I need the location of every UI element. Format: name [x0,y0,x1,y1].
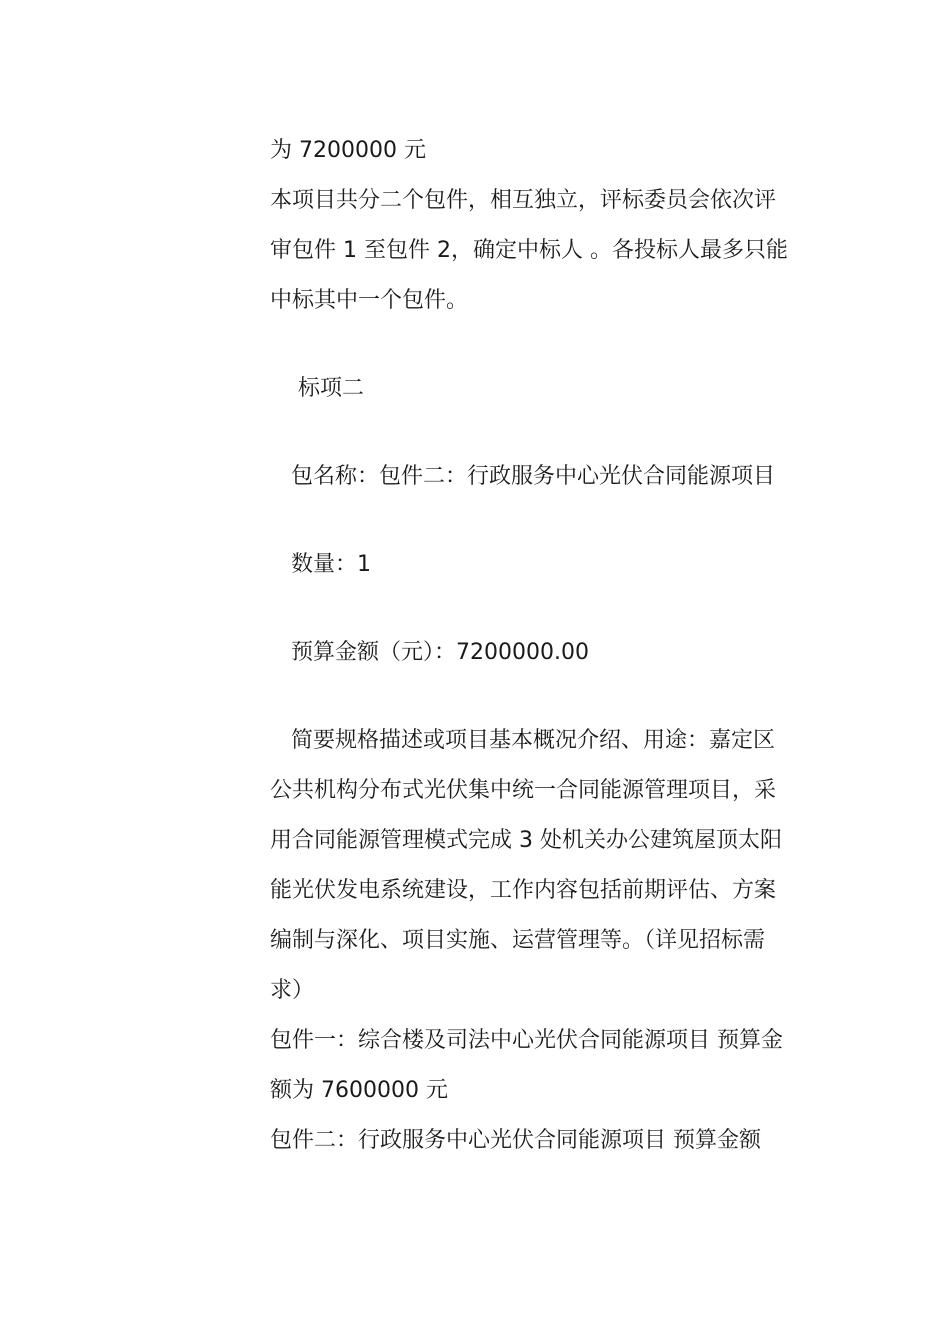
package-name-paragraph: 包名称：包件二：行政服务中心光伏合同能源项目 [291,464,776,489]
document-page [270,126,790,1166]
spacer [270,502,790,540]
spacer [270,414,790,452]
quantity-paragraph: 数量：1 [291,552,371,577]
package-two-budget-paragraph: 包件二：行政服务中心光伏合同能源项目 预算金额 [270,1128,761,1153]
budget-amount-paragraph: 预算金额（元）：7200000.00 [291,640,589,665]
project-description-paragraph: 简要规格描述或项目基本概况介绍、用途：嘉定区公共机构分布式光伏集中统一合同能源管理项目，采用合同能源管理模式完成 3 处机关办公建筑屋顶太阳能光伏发电系统建设，工作内容包括前期评估、方案编制与深化、项目实施、运营管理等。（详见招标需求） [270,728,782,1003]
spacer [270,590,790,628]
section-heading-lot-two: 标项二 [298,376,365,401]
package-one-budget-paragraph: 包件一：综合楼及司法中心光伏合同能源项目 预算金额为 7600000 元 [270,1028,783,1103]
package-rules-paragraph: 本项目共分二个包件，相互独立，评标委员会依次评审包件 1 至包件 2，确定中标人 。各投标人最多只能中标其中一个包件。 [270,188,788,313]
budget-continuation-line: 为 7200000 元 [270,138,426,163]
spacer [270,326,790,364]
spacer [270,678,790,716]
